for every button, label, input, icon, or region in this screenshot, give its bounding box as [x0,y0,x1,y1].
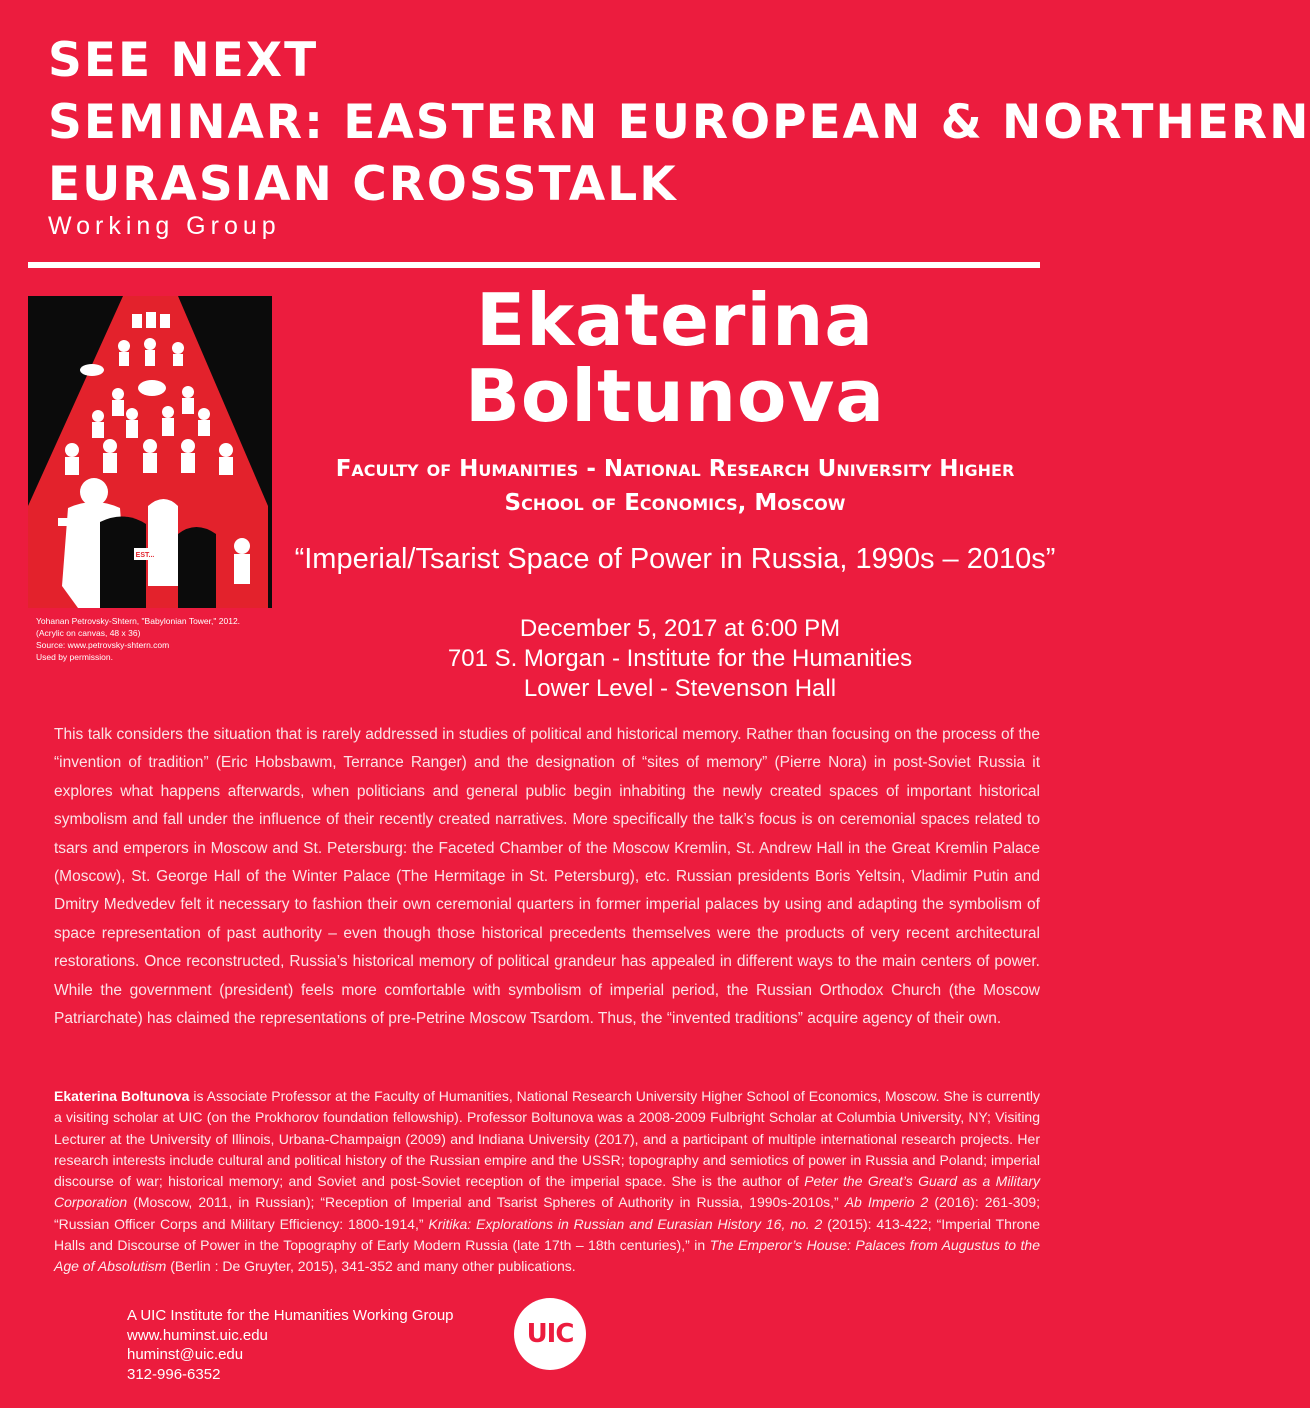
header-subtitle: Working Group [48,212,281,240]
caption-line: Used by permission. [36,652,114,662]
bio-text: (2015): 413-422; “Imperial Throne Halls and Discourse of Power in the Topography of Early Modern Russia (late 17th – 18th centuries),” in [54,1215,1040,1254]
footer-phone: 312-996-6352 [127,1365,221,1383]
header-line-2: SEMINAR: EASTERN EUROPEAN & NORTHERN [48,95,1310,150]
event-details [380,614,980,704]
speaker-name [300,278,1050,438]
bio-text: is Associate Professor at the Faculty of Humanities, National Research University Higher School of Economics, Moscow. She is currently a visiting scholar at UIC (on the Prokhorov foundation fellowship). Professor Boltunova was a 2008-2009 Fulbright Scholar at Columbia University, NY; Visiting Lecturer at the University of Illinois, Urbana-Champaign (2009) and Indiana University (2017), and a participant of multiple international research projects. Her research interests include cultural and political history of the Russian empire and the USSR; topography and semiotics of power in Russia and Poland; imperial discourse of war; historical memory; and Soviet and post-Soviet reception of the imperial space. She is the author of [54,1088,1040,1190]
bio-name: Ekaterina Boltunova [54,1088,190,1104]
speaker-affiliation [290,452,1060,520]
talk-title: “Imperial/Tsarist Space of Power in Russia, 1990s – 2010s” [294,543,1056,575]
babylonian-tower-artwork [28,296,272,608]
caption-line: Source: www.petrovsky-shtern.com [36,640,170,650]
header [48,30,1310,241]
talk-abstract: This talk considers the situation that is rarely addressed in studies of political and historical memory. Rather than focusing on the process of the “invention of tradition” (Eric Hobsbawm, Terrance Ranger) and the designation of “sites of memory” (Pierre Nora) in post-Soviet Russia it explores what happens afterwards, when politicians and general public begin inhabiting the newly created spaces of important historical symbolism and fall under the influence of their recently created narratives. More specifically the talk’s focus is on ceremonial spaces related to tsars and emperors in Moscow and St. Petersburg: the Faceted Chamber of the Moscow Kremlin, St. Andrew Hall in the Great Kremlin Palace (Moscow), St. George Hall of the Winter Palace (The Hermitage in St. Petersburg), etc. Russian presidents Boris Yeltsin, Vladimir Putin and Dmitry Medvedev felt it necessary to fashion their own ceremonial quarters in former imperial palaces by using and adapting the symbolism of space representation of past authority – even though those historical precedents themselves were the products of very recent architectural restorations. Once reconstructed, Russia’s historical memory of political grandeur has appealed in different ways to the main centers of power. While the government (president) feels more comfortable with symbolism of imperial period, the Russian Orthodox Church (the Moscow Patriarchate) has claimed the representations of pre-Petrine Moscow Tsardom. Thus, the “invented traditions” acquire agency of their own. [54,726,1040,1028]
event-address: 701 S. Morgan - Institute for the Humanities [447,645,913,672]
artwork-caption [36,615,276,663]
footer-website-link[interactable]: www.huminst.uic.edu [127,1326,268,1344]
caption-line: Yohanan Petrovsky-Shtern, "Babylonian Tower," 2012. [36,616,241,626]
affiliation-line-2: School of Economics, Moscow [504,490,846,516]
speaker-last-name: Boltunova [465,354,885,438]
bio-text: (2016): 261-309; “Russian Officer Corps and Military Efficiency: 1800-1914,” [54,1194,1041,1232]
artwork-image [28,296,272,608]
artwork-sign-text: EST... [135,552,155,559]
bio-text: (Moscow, 2011, in Russian); “Reception of Imperial and Tsarist Spheres of Authority in Russia, 1990s-2010s,” [127,1194,845,1211]
bio-journal-title: Kritika: Explorations in Russian and Eurasian History 16, no. 2 [428,1215,823,1232]
uic-logo: UIC [514,1298,586,1370]
bio-book-title: The Emperor’s House: Palaces from Augustus to the Age of Absolutism [54,1237,1040,1275]
header-divider [28,262,1040,268]
bio-text: (Berlin : De Gruyter, 2015), 341-352 and many other publications. [166,1258,576,1275]
event-datetime: December 5, 2017 at 6:00 PM [519,615,841,642]
footer-contact [127,1306,454,1384]
header-line-3: EURASIAN CROSSTALK [48,157,678,212]
footer-org: A UIC Institute for the Humanities Working Group [127,1307,454,1324]
affiliation-line-1: Faculty of Humanities - National Research University Higher [335,456,1015,482]
speaker-bio [54,1086,1040,1278]
footer-email-link[interactable]: huminst@uic.edu [127,1346,244,1363]
bio-journal-title: Ab Imperio 2 [844,1194,929,1211]
event-room: Lower Level - Stevenson Hall [523,675,837,702]
speaker-first-name: Ekaterina [476,278,874,362]
header-line-1: SEE NEXT [48,33,319,88]
caption-line: (Acrylic on canvas, 48 x 36) [36,628,141,638]
bio-book-title: Peter the Great’s Guard as a Military Corporation [54,1173,1040,1211]
